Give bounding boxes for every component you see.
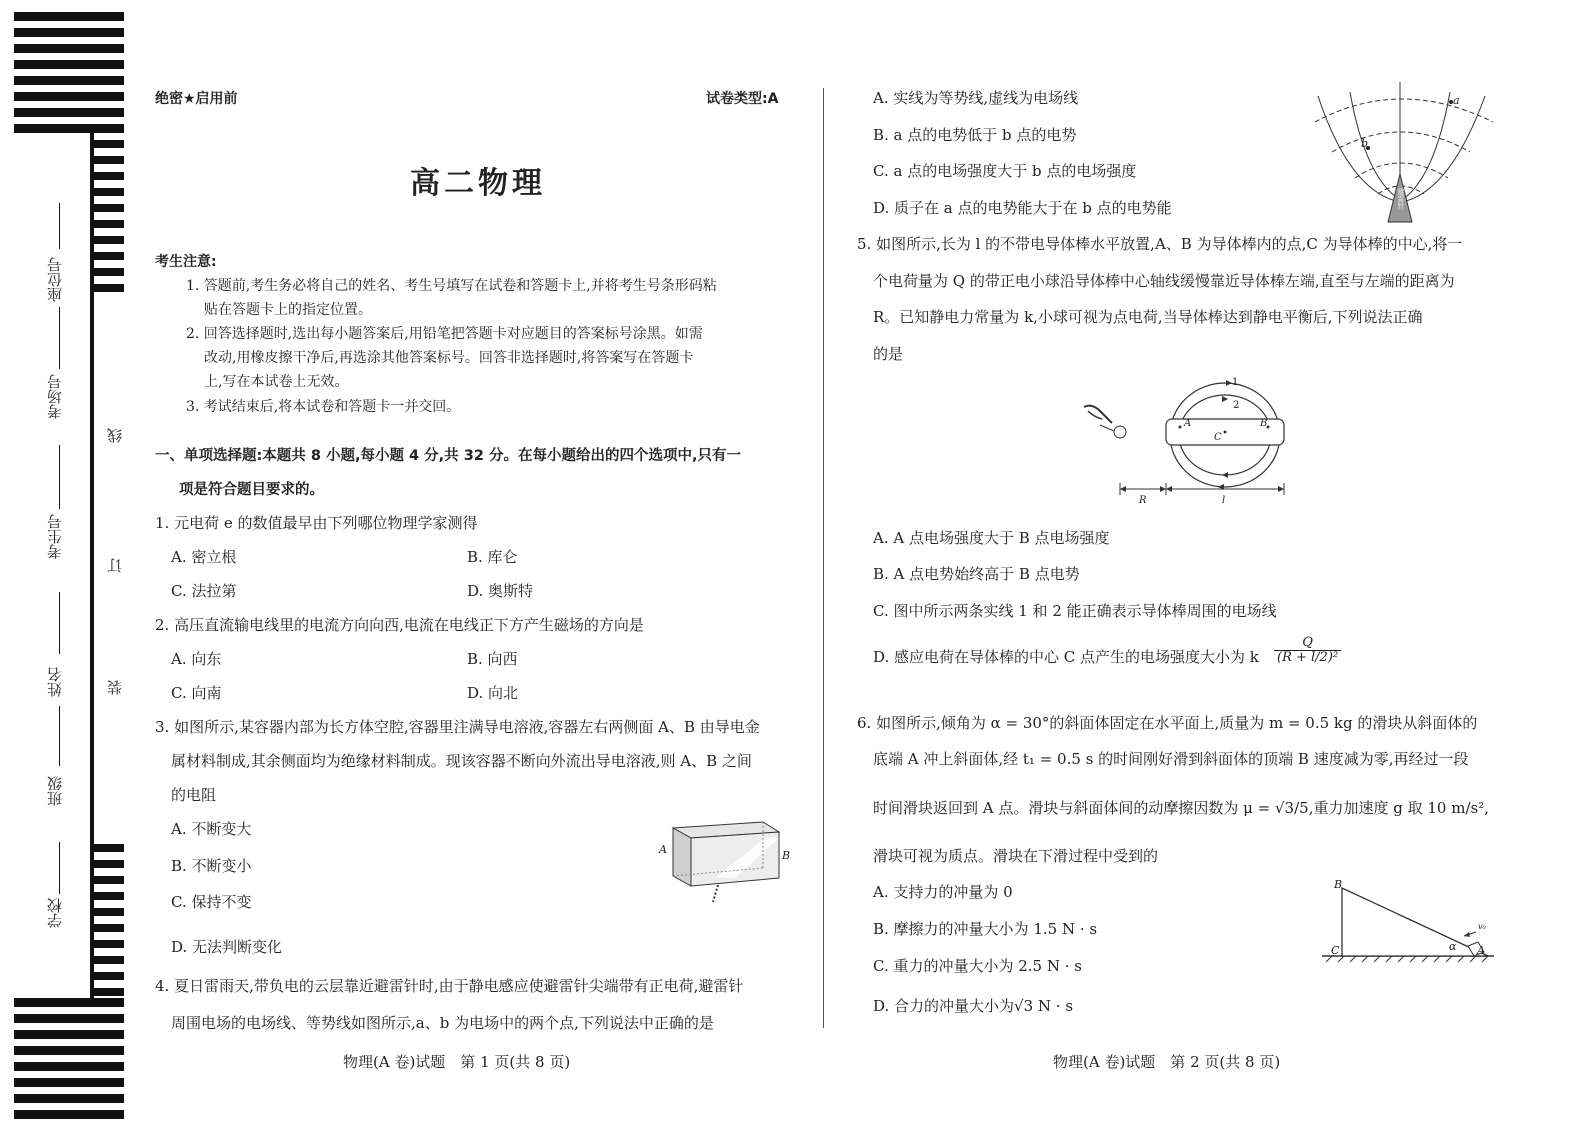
option-a: A. 支持力的冲量为 0 <box>873 883 1013 901</box>
question-stem: 的是 <box>873 345 904 363</box>
barcode-stripe <box>94 140 124 148</box>
option-b: B. 不断变小 <box>171 857 252 875</box>
barcode-stripe <box>94 860 124 868</box>
figure-label-1: 1 <box>1232 377 1239 388</box>
margin-rule <box>90 133 94 1001</box>
barcode-stripe <box>14 108 124 117</box>
class-line <box>59 706 60 766</box>
question-stem: 底端 A 冲上斜面体,经 t₁ = 0.5 s 的时间刚好滑到斜面体的顶端 B 速度减为零,再经过一段 <box>873 750 1469 768</box>
barcode-stripe <box>94 972 124 980</box>
question-stem: 2. 高压直流输电线里的电流方向向西,电流在电线正下方产生磁场的方向是 <box>155 616 644 634</box>
option-a: A. 密立根 <box>171 548 237 566</box>
section-heading: 一、单项选择题:本题共 8 小题,每小题 4 分,共 32 分。在每小题给出的四个选项中,只有一 <box>155 448 741 464</box>
question-stem: 6. 如图所示,倾角为 α = 30°的斜面体固定在水平面上,质量为 m = 0.5 kg 的滑块从斜面体的 <box>857 714 1478 732</box>
barcode-stripe <box>94 252 124 260</box>
name-label: 姓名 <box>46 667 64 697</box>
barcode-stripe <box>14 1014 124 1023</box>
barcode-stripe <box>94 220 124 228</box>
option-c: C. 图中所示两条实线 1 和 2 能正确表示导体棒周围的电场线 <box>873 602 1277 620</box>
rod-label: 避雷针 <box>1397 188 1405 209</box>
barcode-stripe <box>94 204 124 212</box>
option-c: C. 保持不变 <box>171 893 252 911</box>
barcode-stripe <box>14 1046 124 1055</box>
barcode-stripe <box>14 60 124 69</box>
option-c: C. a 点的电场强度大于 b 点的电场强度 <box>873 162 1137 180</box>
barcode-stripe <box>14 92 124 101</box>
class-label: 班级 <box>46 776 64 806</box>
option-d: D. 无法判断变化 <box>171 938 283 956</box>
figure-label-a: a <box>1453 94 1460 107</box>
exam-no-label: 考生号 <box>46 514 64 559</box>
option-b: B. 摩擦力的冲量大小为 1.5 N · s <box>873 920 1098 938</box>
figure-label-a: A <box>1477 944 1485 957</box>
binding-xian: 线 <box>106 428 124 443</box>
room-label: 考场号 <box>46 374 64 419</box>
barcode-stripe <box>94 156 124 164</box>
figure-label-c: C <box>1214 432 1222 443</box>
barcode-stripe <box>14 124 124 133</box>
option-a: A. 实线为等势线,虚线为电场线 <box>873 89 1079 107</box>
figure-label-alpha: α <box>1449 940 1457 953</box>
figure-label-v0: v₀ <box>1478 922 1486 931</box>
barcode-stripe <box>14 1030 124 1039</box>
option-d: D. 质子在 a 点的电势能大于在 b 点的电势能 <box>873 199 1172 217</box>
barcode-stripe <box>94 268 124 276</box>
notice-item: 1. 答题前,考生务必将自己的姓名、考生号填写在试卷和答题卡上,并将考生号条形码粘 <box>186 278 717 294</box>
barcode-stripe <box>94 940 124 948</box>
figure-label-c: C <box>1331 944 1340 957</box>
barcode-stripe <box>94 844 124 852</box>
notice-item: 上,写在本试卷上无效。 <box>204 374 349 390</box>
barcode-stripe <box>14 12 124 21</box>
figure-label-b: B <box>1260 418 1268 429</box>
name-line <box>59 592 60 654</box>
barcode-stripe <box>94 172 124 180</box>
question-stem: 时间滑块返回到 A 点。滑块与斜面体间的动摩擦因数为 μ = √3/5,重力加速度 g 取 10 m/s², <box>873 799 1489 817</box>
notice-item: 3. 考试结束后,将本试卷和答题卡一并交回。 <box>186 399 461 415</box>
question-stem: 的电阻 <box>171 786 217 804</box>
option-c: C. 重力的冲量大小为 2.5 N · s <box>873 957 1082 975</box>
column-divider <box>823 88 824 1028</box>
seat-label: 座位号 <box>46 257 64 302</box>
barcode-stripe <box>14 1062 124 1071</box>
binding-zhuang: 装 <box>106 680 124 695</box>
option-d: D. 合力的冲量大小为√3 N · s <box>873 997 1074 1015</box>
notice-item: 改动,用橡皮擦干净后,再选涂其他答案标号。回答非选择题时,将答案写在答题卡 <box>204 350 694 366</box>
question-stem: 个电荷量为 Q 的带正电小球沿导体棒中心轴线缓慢靠近导体棒左端,直至与左端的距离为 <box>873 272 1455 290</box>
barcode-stripe <box>14 28 124 37</box>
figure-label-r: R <box>1139 495 1147 506</box>
option-b: B. 向西 <box>467 650 518 668</box>
figure-label-b: b <box>1361 137 1369 150</box>
figure-label-a: A <box>659 843 667 856</box>
notice-heading: 考生注意: <box>155 254 217 270</box>
option-c: C. 法拉第 <box>171 582 237 600</box>
barcode-stripe <box>14 1078 124 1087</box>
room-line <box>59 307 60 369</box>
barcode-stripe <box>14 1094 124 1103</box>
container-figure <box>655 818 800 904</box>
figure-label-l: l <box>1222 495 1226 506</box>
barcode-stripe <box>94 924 124 932</box>
question-stem: 4. 夏日雷雨天,带负电的云层靠近避雷针时,由于静电感应使避雷针尖端带有正电荷,避雷针 <box>155 977 744 995</box>
figure-label-b: B <box>1334 878 1343 891</box>
barcode-stripe <box>94 956 124 964</box>
option-a: A. A 点电场强度大于 B 点电场强度 <box>873 529 1110 547</box>
barcode-stripe <box>94 188 124 196</box>
question-stem: 属材料制成,其余侧面均为绝缘材料制成。现该容器不断向外流出导电溶液,则 A、B 之间 <box>171 752 752 770</box>
figure-label-2: 2 <box>1233 400 1240 411</box>
barcode-stripe <box>14 1110 124 1119</box>
question-stem: 1. 元电荷 e 的数值最早由下列哪位物理学家测得 <box>155 514 478 532</box>
exam-no-line <box>59 445 60 509</box>
fraction-denominator: (R + l/2)² <box>1277 650 1339 666</box>
option-d-fraction <box>1274 636 1341 666</box>
seat-line <box>59 203 60 249</box>
option-d: D. 奥斯特 <box>467 582 534 600</box>
page-footer-left: 物理(A 卷)试题 第 1 页(共 8 页) <box>343 1053 571 1071</box>
barcode-stripe <box>94 892 124 900</box>
barcode-stripe <box>14 44 124 53</box>
paper-type: 试卷类型:A <box>706 91 779 107</box>
question-stem: R。已知静电力常量为 k,小球可视为点电荷,当导体棒达到静电平衡后,下列说法正确 <box>873 308 1423 326</box>
incline-figure <box>1318 880 1498 965</box>
option-b: B. A 点电势始终高于 B 点电势 <box>873 565 1080 583</box>
notice-item: 贴在答题卡上的指定位置。 <box>204 302 372 318</box>
conductor-rod-figure <box>1078 375 1294 510</box>
barcode-stripe <box>94 236 124 244</box>
page-footer-right: 物理(A 卷)试题 第 2 页(共 8 页) <box>1053 1053 1281 1071</box>
school-label: 学校 <box>46 898 64 928</box>
barcode-stripe <box>14 998 124 1007</box>
notice-item: 2. 回答选择题时,选出每小题答案后,用铅笔把答题卡对应题目的答案标号涂黑。如需 <box>186 326 703 342</box>
question-stem: 周围电场的电场线、等势线如图所示,a、b 为电场中的两个点,下列说法中正确的是 <box>171 1014 714 1032</box>
option-b: B. 库仑 <box>467 548 518 566</box>
section-heading-cont: 项是符合题目要求的。 <box>179 482 324 498</box>
barcode-stripe <box>94 908 124 916</box>
option-b: B. a 点的电势低于 b 点的电势 <box>873 126 1077 144</box>
option-d: D. 感应电荷在导体棒的中心 C 点产生的电场强度大小为 k <box>873 648 1259 666</box>
question-stem: 3. 如图所示,某容器内部为长方体空腔,容器里注满导电溶液,容器左右两侧面 A、B 由导电金 <box>155 718 760 736</box>
barcode-stripe <box>14 76 124 85</box>
question-stem: 滑块可视为质点。滑块在下滑过程中受到的 <box>873 847 1159 865</box>
secret-label: 绝密★启用前 <box>155 91 238 107</box>
barcode-stripe <box>94 876 124 884</box>
barcode-stripe <box>94 284 124 292</box>
binding-ding: 订 <box>106 558 124 573</box>
option-d: D. 向北 <box>467 684 519 702</box>
option-c: C. 向南 <box>171 684 222 702</box>
school-line <box>59 842 60 894</box>
question-stem: 5. 如图所示,长为 l 的不带电导体棒水平放置,A、B 为导体棒内的点,C 为导体棒的中心,将一 <box>857 235 1463 253</box>
figure-label-b: B <box>782 849 791 862</box>
option-a: A. 不断变大 <box>171 820 252 838</box>
page-title: 高二物理 <box>410 166 546 201</box>
figure-label-a: A <box>1184 418 1192 429</box>
option-a: A. 向东 <box>171 650 222 668</box>
barcode-stripe <box>94 988 124 996</box>
fraction-numerator: Q <box>1274 636 1341 651</box>
